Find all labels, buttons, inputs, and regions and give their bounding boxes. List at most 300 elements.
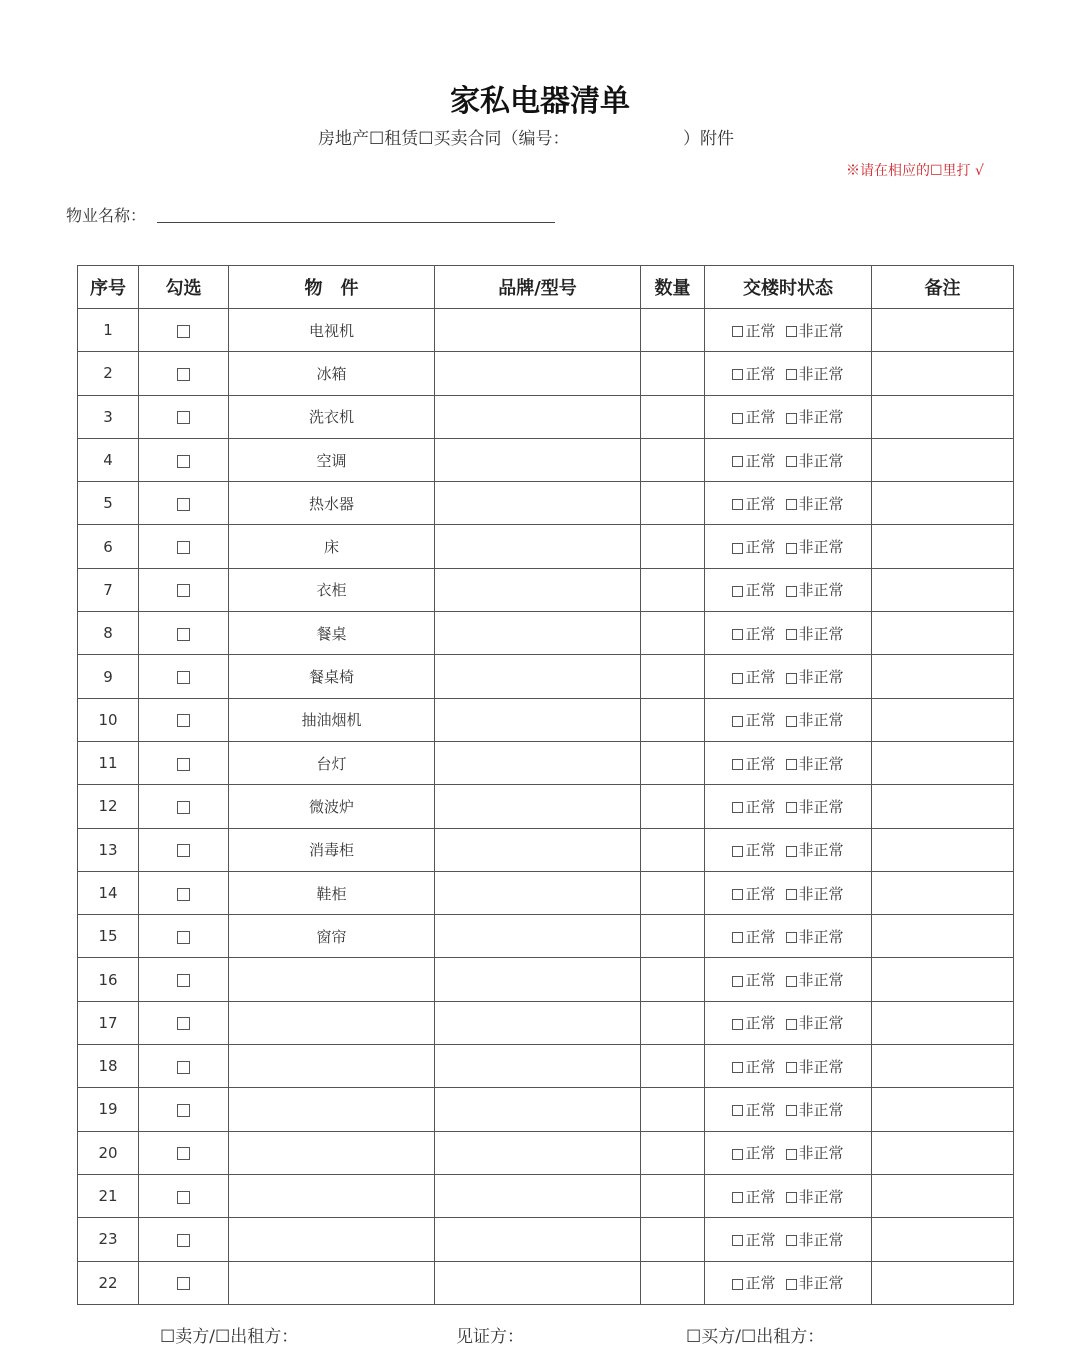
row-select-checkbox[interactable] [177,584,190,597]
status-label: 正常 [745,971,776,990]
row-number: 4 [78,438,139,481]
status-abnormal-option[interactable] [786,1142,844,1163]
status-abnormal-option[interactable] [786,536,844,557]
status-label: 正常 [745,1014,776,1033]
status-checkbox[interactable] [732,1279,743,1290]
row-quantity-field[interactable] [641,785,705,828]
row-handover-status [705,1131,872,1174]
status-normal-option[interactable] [732,753,775,774]
status-normal-option[interactable] [732,406,775,427]
status-abnormal-option[interactable] [786,709,844,730]
row-quantity-field[interactable] [641,915,705,958]
row-number: 13 [78,828,139,871]
status-label: 正常 [745,538,776,557]
status-abnormal-option[interactable] [786,1012,844,1033]
row-number: 23 [78,1218,139,1261]
row-remarks-field[interactable] [872,1261,1014,1304]
status-normal-option[interactable] [732,1012,775,1033]
row-item-name: 衣柜 [229,568,435,611]
row-quantity-field[interactable] [641,741,705,784]
status-normal-option[interactable] [732,1056,775,1077]
row-brand-model-field[interactable] [435,741,641,784]
row-select-checkbox[interactable] [177,671,190,684]
status-checkbox[interactable] [786,759,797,770]
row-handover-status [705,352,872,395]
row-brand-model-field[interactable] [435,1131,641,1174]
status-checkbox[interactable] [732,499,743,510]
row-item-name: 洗衣机 [229,395,435,438]
row-select-checkbox[interactable] [177,541,190,554]
witness-signature-label: 见证方： [456,1327,524,1347]
status-normal-option[interactable] [732,926,775,947]
row-brand-model-field[interactable] [435,352,641,395]
row-handover-status [705,871,872,914]
row-select-checkbox[interactable] [177,1017,190,1030]
header-handover-status: 交楼时状态 [705,266,872,309]
status-checkbox[interactable] [732,759,743,770]
status-abnormal-option[interactable] [786,796,844,817]
row-brand-model-field[interactable] [435,612,641,655]
row-brand-model-field[interactable] [435,828,641,871]
document-title: 家私电器清单 [450,84,630,119]
status-abnormal-option[interactable] [786,1229,844,1250]
row-select-checkbox[interactable] [177,758,190,771]
row-item-name: 台灯 [229,741,435,784]
status-checkbox[interactable] [732,1149,743,1160]
status-abnormal-option[interactable] [786,883,844,904]
status-checkbox[interactable] [732,326,743,337]
status-checkbox[interactable] [786,932,797,943]
table-row [78,395,1014,438]
row-number: 21 [78,1174,139,1217]
row-select-checkbox[interactable] [177,411,190,424]
row-item-name: 餐桌 [229,612,435,655]
row-number: 15 [78,915,139,958]
row-select-checkbox[interactable] [177,498,190,511]
status-abnormal-option[interactable] [786,363,844,384]
row-quantity-field[interactable] [641,1045,705,1088]
row-brand-model-field[interactable] [435,568,641,611]
header-brand-model: 品牌/型号 [435,266,641,309]
status-checkbox[interactable] [786,1019,797,1030]
table-row [78,482,1014,525]
row-brand-model-field[interactable] [435,482,641,525]
status-label: 非正常 [798,841,844,860]
row-handover-status [705,438,872,481]
table-row [78,1045,1014,1088]
table-row [78,915,1014,958]
row-select-cell [139,352,229,395]
status-checkbox[interactable] [786,802,797,813]
status-label: 正常 [745,668,776,687]
table-row [78,958,1014,1001]
row-quantity-field[interactable] [641,309,705,352]
row-quantity-field[interactable] [641,828,705,871]
row-number: 8 [78,612,139,655]
row-remarks-field[interactable] [872,612,1014,655]
status-checkbox[interactable] [732,369,743,380]
row-brand-model-field[interactable] [435,785,641,828]
row-remarks-field[interactable] [872,568,1014,611]
table-row [78,1218,1014,1261]
row-quantity-field[interactable] [641,871,705,914]
status-checkbox[interactable] [786,1105,797,1116]
status-label: 非正常 [798,624,844,643]
row-select-checkbox[interactable] [177,1061,190,1074]
row-quantity-field[interactable] [641,1218,705,1261]
status-normal-option[interactable] [732,320,775,341]
row-brand-model-field[interactable] [435,525,641,568]
row-select-checkbox[interactable] [177,628,190,641]
row-remarks-field[interactable] [872,655,1014,698]
status-checkbox[interactable] [732,889,743,900]
table-row [78,785,1014,828]
status-checkbox[interactable] [786,456,797,467]
row-number: 19 [78,1088,139,1131]
row-handover-status [705,482,872,525]
status-label: 非正常 [798,1187,844,1206]
status-normal-option[interactable] [732,883,775,904]
status-checkbox[interactable] [786,326,797,337]
status-abnormal-option[interactable] [786,579,844,600]
status-abnormal-option[interactable] [786,926,844,947]
row-remarks-field[interactable] [872,828,1014,871]
row-remarks-field[interactable] [872,309,1014,352]
row-quantity-field[interactable] [641,958,705,1001]
status-checkbox[interactable] [732,413,743,424]
row-number: 17 [78,1001,139,1044]
row-remarks-field[interactable] [872,352,1014,395]
row-brand-model-field[interactable] [435,958,641,1001]
status-normal-option[interactable] [732,1099,775,1120]
row-select-checkbox[interactable] [177,931,190,944]
table-row [78,438,1014,481]
row-number: 5 [78,482,139,525]
status-checkbox[interactable] [732,1105,743,1116]
row-number: 12 [78,785,139,828]
row-remarks-field[interactable] [872,1174,1014,1217]
row-select-checkbox[interactable] [177,888,190,901]
status-label: 非正常 [798,1144,844,1163]
row-quantity-field[interactable] [641,352,705,395]
row-number: 9 [78,655,139,698]
row-remarks-field[interactable] [872,1001,1014,1044]
row-select-cell [139,915,229,958]
status-checkbox[interactable] [732,976,743,987]
row-select-cell [139,309,229,352]
status-checkbox[interactable] [732,1019,743,1030]
row-select-cell [139,438,229,481]
row-select-checkbox[interactable] [177,974,190,987]
status-label: 非正常 [798,1014,844,1033]
row-remarks-field[interactable] [872,1218,1014,1261]
status-checkbox[interactable] [786,369,797,380]
status-normal-option[interactable] [732,623,775,644]
status-checkbox[interactable] [732,716,743,727]
status-checkbox[interactable] [786,413,797,424]
status-normal-option[interactable] [732,1186,775,1207]
row-quantity-field[interactable] [641,698,705,741]
status-normal-option[interactable] [732,1142,775,1163]
row-remarks-field[interactable] [872,525,1014,568]
status-label: 正常 [745,1144,776,1163]
status-abnormal-option[interactable] [786,406,844,427]
status-normal-option[interactable] [732,839,775,860]
table-row [78,655,1014,698]
row-item-name: 消毒柜 [229,828,435,871]
status-normal-option[interactable] [732,709,775,730]
row-select-cell [139,1218,229,1261]
inventory-table [77,265,1014,1305]
row-select-checkbox[interactable] [177,801,190,814]
status-checkbox[interactable] [786,1062,797,1073]
row-select-checkbox[interactable] [177,368,190,381]
row-select-checkbox[interactable] [177,455,190,468]
row-brand-model-field[interactable] [435,698,641,741]
row-quantity-field[interactable] [641,568,705,611]
table-row [78,1088,1014,1131]
row-quantity-field[interactable] [641,1001,705,1044]
row-brand-model-field[interactable] [435,1001,641,1044]
row-handover-status [705,1001,872,1044]
status-normal-option[interactable] [732,493,775,514]
status-checkbox[interactable] [732,1192,743,1203]
row-select-cell [139,1088,229,1131]
status-normal-option[interactable] [732,969,775,990]
status-label: 正常 [745,321,776,340]
row-select-cell [139,871,229,914]
row-quantity-field[interactable] [641,1131,705,1174]
status-normal-option[interactable] [732,666,775,687]
row-number: 22 [78,1261,139,1304]
table-row [78,1001,1014,1044]
status-normal-option[interactable] [732,796,775,817]
status-label: 正常 [745,494,776,513]
row-quantity-field[interactable] [641,525,705,568]
status-checkbox[interactable] [732,846,743,857]
status-label: 正常 [745,408,776,427]
row-remarks-field[interactable] [872,915,1014,958]
row-handover-status [705,655,872,698]
status-checkbox[interactable] [786,1192,797,1203]
status-label: 正常 [745,927,776,946]
row-select-checkbox[interactable] [177,844,190,857]
header-quantity: 数量 [641,266,705,309]
status-normal-option[interactable] [732,363,775,384]
status-abnormal-option[interactable] [786,969,844,990]
property-name-label: 物业名称： [66,206,147,225]
status-checkbox[interactable] [786,499,797,510]
row-handover-status [705,1261,872,1304]
status-checkbox[interactable] [732,932,743,943]
row-item-name [229,1131,435,1174]
row-number: 14 [78,871,139,914]
row-quantity-field[interactable] [641,1088,705,1131]
row-number: 11 [78,741,139,784]
row-remarks-field[interactable] [872,958,1014,1001]
header-select: 勾选 [139,266,229,309]
status-label: 正常 [745,1230,776,1249]
property-name-field[interactable] [157,222,555,223]
status-checkbox[interactable] [732,629,743,640]
status-label: 非正常 [798,1230,844,1249]
row-select-cell [139,395,229,438]
row-quantity-field[interactable] [641,482,705,525]
header-item: 物 件 [229,266,435,309]
row-select-cell [139,612,229,655]
status-normal-option[interactable] [732,450,775,471]
status-abnormal-option[interactable] [786,1272,844,1293]
status-checkbox[interactable] [732,456,743,467]
row-select-checkbox[interactable] [177,1191,190,1204]
table-row [78,828,1014,871]
row-select-cell [139,482,229,525]
status-checkbox[interactable] [786,1279,797,1290]
status-checkbox[interactable] [786,629,797,640]
status-checkbox[interactable] [732,543,743,554]
table-row [78,568,1014,611]
row-select-checkbox[interactable] [177,1277,190,1290]
status-label: 非正常 [798,494,844,513]
status-abnormal-option[interactable] [786,753,844,774]
row-select-cell [139,741,229,784]
status-label: 正常 [745,754,776,773]
status-checkbox[interactable] [732,1235,743,1246]
status-abnormal-option[interactable] [786,623,844,644]
status-label: 正常 [745,1100,776,1119]
status-abnormal-option[interactable] [786,1056,844,1077]
row-handover-status [705,1218,872,1261]
row-select-cell [139,1001,229,1044]
status-abnormal-option[interactable] [786,450,844,471]
status-label: 非正常 [798,971,844,990]
status-checkbox[interactable] [732,1062,743,1073]
status-label: 非正常 [798,364,844,383]
status-abnormal-option[interactable] [786,493,844,514]
row-remarks-field[interactable] [872,785,1014,828]
row-brand-model-field[interactable] [435,438,641,481]
status-label: 非正常 [798,538,844,557]
header-remarks: 备注 [872,266,1014,309]
row-brand-model-field[interactable] [435,655,641,698]
row-select-cell [139,1261,229,1304]
status-checkbox[interactable] [786,846,797,857]
row-brand-model-field[interactable] [435,395,641,438]
row-remarks-field[interactable] [872,1088,1014,1131]
status-checkbox[interactable] [786,1149,797,1160]
row-remarks-field[interactable] [872,438,1014,481]
row-select-cell [139,828,229,871]
row-select-cell [139,958,229,1001]
status-label: 非正常 [798,711,844,730]
row-number: 3 [78,395,139,438]
status-abnormal-option[interactable] [786,666,844,687]
status-normal-option[interactable] [732,1229,775,1250]
row-number: 7 [78,568,139,611]
status-checkbox[interactable] [786,543,797,554]
status-abnormal-option[interactable] [786,1186,844,1207]
buyer-signature-label: ☐买方/☐出租方： [686,1327,825,1347]
row-remarks-field[interactable] [872,698,1014,741]
row-brand-model-field[interactable] [435,1174,641,1217]
row-handover-status [705,612,872,655]
status-abnormal-option[interactable] [786,320,844,341]
table-row [78,352,1014,395]
status-label: 非正常 [798,1274,844,1293]
row-handover-status [705,568,872,611]
status-label: 正常 [745,624,776,643]
row-brand-model-field[interactable] [435,1045,641,1088]
row-remarks-field[interactable] [872,1045,1014,1088]
row-select-checkbox[interactable] [177,1104,190,1117]
status-checkbox[interactable] [786,889,797,900]
status-normal-option[interactable] [732,536,775,557]
row-item-name: 抽油烟机 [229,698,435,741]
row-quantity-field[interactable] [641,612,705,655]
status-normal-option[interactable] [732,1272,775,1293]
row-brand-model-field[interactable] [435,871,641,914]
row-quantity-field[interactable] [641,438,705,481]
status-checkbox[interactable] [786,716,797,727]
row-number: 10 [78,698,139,741]
status-checkbox[interactable] [786,673,797,684]
status-abnormal-option[interactable] [786,1099,844,1120]
row-select-checkbox[interactable] [177,714,190,727]
row-quantity-field[interactable] [641,395,705,438]
status-checkbox[interactable] [786,1235,797,1246]
status-checkbox[interactable] [786,586,797,597]
row-remarks-field[interactable] [872,741,1014,784]
row-remarks-field[interactable] [872,871,1014,914]
status-label: 正常 [745,451,776,470]
row-remarks-field[interactable] [872,482,1014,525]
status-label: 正常 [745,797,776,816]
row-brand-model-field[interactable] [435,1261,641,1304]
contract-subtitle: 房地产☐租赁☐买卖合同（编号： ）附件 [318,129,734,149]
row-quantity-field[interactable] [641,655,705,698]
status-normal-option[interactable] [732,579,775,600]
row-item-name: 空调 [229,438,435,481]
status-label: 非正常 [798,321,844,340]
row-brand-model-field[interactable] [435,1218,641,1261]
status-label: 正常 [745,1057,776,1076]
row-select-checkbox[interactable] [177,325,190,338]
status-checkbox[interactable] [732,586,743,597]
row-select-checkbox[interactable] [177,1234,190,1247]
row-item-name [229,1045,435,1088]
row-remarks-field[interactable] [872,1131,1014,1174]
status-checkbox[interactable] [732,673,743,684]
row-select-cell [139,525,229,568]
row-remarks-field[interactable] [872,395,1014,438]
status-abnormal-option[interactable] [786,839,844,860]
table-row [78,698,1014,741]
row-select-checkbox[interactable] [177,1147,190,1160]
status-label: 非正常 [798,797,844,816]
status-label: 非正常 [798,668,844,687]
row-number: 1 [78,309,139,352]
row-quantity-field[interactable] [641,1261,705,1304]
status-checkbox[interactable] [786,976,797,987]
status-label: 非正常 [798,927,844,946]
row-brand-model-field[interactable] [435,1088,641,1131]
table-row [78,309,1014,352]
row-handover-status [705,785,872,828]
status-checkbox[interactable] [732,802,743,813]
row-quantity-field[interactable] [641,1174,705,1217]
row-brand-model-field[interactable] [435,309,641,352]
row-brand-model-field[interactable] [435,915,641,958]
